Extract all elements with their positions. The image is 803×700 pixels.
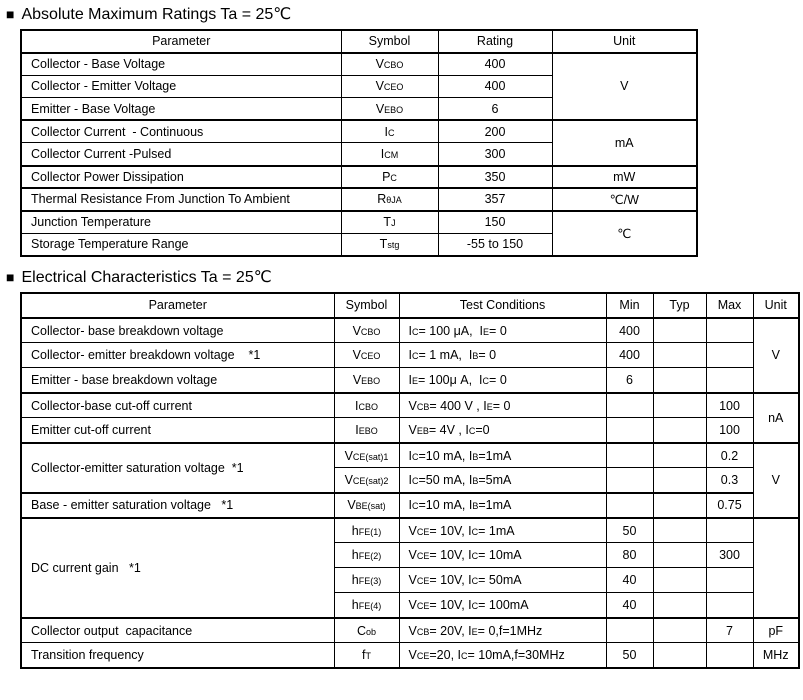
elec-min-cell — [606, 418, 653, 443]
base-text: = 0 — [489, 373, 507, 388]
abs-param-cell: Collector Current -Pulsed — [21, 143, 341, 166]
elec-max-cell: 100 — [706, 393, 753, 418]
abs-max-table — [20, 29, 698, 257]
elec-cond-cell — [399, 493, 606, 518]
subscript-text: EBO — [384, 104, 404, 115]
base-text: =50 mA, I — [418, 473, 473, 488]
elec-param-cell: DC current gain *1 — [21, 518, 334, 618]
base-text: =1mA — [478, 498, 512, 513]
base-text: P — [382, 169, 391, 184]
base-text: V — [375, 79, 384, 94]
abs-symbol-cell — [341, 188, 438, 211]
elec-typ-cell — [653, 618, 706, 643]
abs-max-header-row — [21, 30, 697, 53]
elec-cond-cell — [399, 618, 606, 643]
abs-rating-cell: 200 — [438, 120, 552, 143]
table-row — [21, 643, 799, 668]
abs-rating-cell: 350 — [438, 166, 552, 189]
base-text: = 10mA,f=30MHz — [467, 648, 565, 663]
elec-min-cell: 50 — [606, 643, 653, 668]
elec-cond-cell — [399, 518, 606, 543]
abs-unit-cell: mA — [552, 120, 697, 165]
elec-param-cell: Collector- base breakdown voltage — [21, 318, 334, 343]
table-row — [21, 166, 697, 189]
subscript-text: C — [482, 376, 490, 387]
elec-typ-cell — [653, 468, 706, 493]
base-text: = 100mA — [478, 598, 529, 613]
elec-cond-cell — [399, 468, 606, 493]
base-text: I — [408, 448, 412, 463]
elec-param-cell: Collector-base cut-off current — [21, 393, 334, 418]
elec-symbol-cell — [334, 643, 399, 668]
subscript-text: E — [483, 326, 490, 337]
elec-header-symbol: Symbol — [334, 293, 399, 318]
abs-max-table-body — [21, 53, 697, 256]
elec-param-cell: Transition frequency — [21, 643, 334, 668]
subscript-text: B — [472, 476, 479, 487]
elec-min-cell: 400 — [606, 343, 653, 368]
abs-header-unit: Unit — [552, 30, 697, 53]
square-bullet-icon: ■ — [6, 6, 15, 22]
subscript-text: FE(3) — [358, 576, 382, 587]
elec-min-cell — [606, 618, 653, 643]
elec-typ-cell — [653, 393, 706, 418]
elec-typ-cell — [653, 368, 706, 393]
abs-rating-cell: 400 — [438, 53, 552, 76]
base-text: I — [408, 373, 412, 388]
base-text: T — [379, 237, 388, 252]
abs-symbol-cell — [341, 143, 438, 166]
base-text: = 100 μA, I — [418, 323, 484, 338]
elec-min-cell — [606, 493, 653, 518]
abs-symbol-cell — [341, 233, 438, 256]
base-text: = 4V , I — [428, 423, 469, 438]
table-row — [21, 368, 799, 393]
base-text: I — [380, 147, 385, 162]
elec-cond-cell — [399, 368, 606, 393]
abs-max-section-title — [6, 5, 803, 24]
abs-max-title-text: Absolute Maximum Ratings Ta = 25℃ — [21, 6, 292, 23]
base-text: I — [408, 473, 412, 488]
elec-cond-cell — [399, 443, 606, 468]
elec-symbol-cell — [334, 443, 399, 468]
base-text: h — [351, 523, 359, 538]
elec-header-max: Max — [706, 293, 753, 318]
elec-symbol-cell — [334, 468, 399, 493]
elec-header-typ: Typ — [653, 293, 706, 318]
elec-section-title — [6, 268, 803, 287]
elec-typ-cell — [653, 418, 706, 443]
table-row — [21, 343, 799, 368]
subscript-text: C — [468, 426, 476, 437]
subscript-text: BE(sat) — [355, 501, 386, 512]
elec-max-cell — [706, 343, 753, 368]
base-text: I — [355, 423, 359, 438]
abs-symbol-cell — [341, 98, 438, 121]
elec-unit-cell: pF — [753, 618, 799, 643]
elec-typ-cell — [653, 493, 706, 518]
base-text: = 20V, I — [429, 623, 472, 638]
subscript-text: CE — [416, 651, 430, 662]
subscript-text: E — [471, 626, 478, 637]
elec-typ-cell — [653, 593, 706, 618]
elec-min-cell — [606, 443, 653, 468]
abs-param-cell: Collector Current - Continuous — [21, 120, 341, 143]
subscript-text: CE — [416, 576, 430, 587]
base-text: V — [352, 348, 361, 363]
subscript-text: CBO — [383, 60, 404, 71]
base-text: T — [383, 215, 392, 230]
elec-min-cell — [606, 468, 653, 493]
abs-rating-cell: 400 — [438, 75, 552, 98]
elec-title-text: Electrical Characteristics Ta = 25℃ — [21, 268, 272, 286]
elec-header-parameter: Parameter — [21, 293, 334, 318]
elec-unit-cell: MHz — [753, 643, 799, 668]
elec-min-cell: 40 — [606, 593, 653, 618]
elec-max-cell — [706, 593, 753, 618]
abs-header-rating: Rating — [438, 30, 552, 53]
elec-cond-cell — [399, 318, 606, 343]
subscript-text: EBO — [361, 376, 381, 387]
subscript-text: FE(1) — [358, 526, 382, 537]
base-text: =1mA — [478, 448, 512, 463]
base-text: V — [408, 548, 417, 563]
elec-max-cell: 0.75 — [706, 493, 753, 518]
elec-unit-cell: V — [753, 443, 799, 518]
subscript-text: CBO — [360, 326, 381, 337]
table-row — [21, 393, 799, 418]
subscript-text: CE — [416, 601, 430, 612]
base-text: V — [408, 573, 417, 588]
elec-min-cell: 6 — [606, 368, 653, 393]
subscript-text: C — [411, 326, 419, 337]
elec-cond-cell — [399, 418, 606, 443]
elec-cond-cell — [399, 643, 606, 668]
table-row — [21, 518, 799, 543]
base-text: h — [351, 548, 359, 563]
base-text: V — [408, 648, 417, 663]
elec-symbol-cell — [334, 418, 399, 443]
elec-param-cell: Emitter - base breakdown voltage — [21, 368, 334, 393]
subscript-text: FE(2) — [358, 551, 382, 562]
base-text: =0 — [475, 423, 490, 438]
subscript-text: CE — [416, 526, 430, 537]
elec-char-table — [20, 292, 800, 669]
elec-header-test-conditions: Test Conditions — [399, 293, 606, 318]
subscript-text: E — [486, 401, 493, 412]
elec-symbol-cell — [334, 543, 399, 568]
elec-symbol-cell — [334, 518, 399, 543]
elec-cond-cell — [399, 568, 606, 593]
base-text: = 10V, I — [429, 598, 472, 613]
elec-unit-cell: V — [753, 318, 799, 393]
base-text: = 10V, I — [429, 523, 472, 538]
base-text: = 400 V , I — [429, 398, 487, 413]
subscript-text: B — [472, 351, 479, 362]
elec-typ-cell — [653, 568, 706, 593]
base-text: = 10V, I — [429, 548, 472, 563]
subscript-text: CEO — [383, 82, 404, 93]
elec-max-cell — [706, 568, 753, 593]
subscript-text: C — [411, 351, 419, 362]
table-row — [21, 618, 799, 643]
elec-symbol-cell — [334, 393, 399, 418]
subscript-text: ob — [366, 626, 377, 637]
elec-max-cell — [706, 643, 753, 668]
table-row — [21, 318, 799, 343]
elec-typ-cell — [653, 443, 706, 468]
base-text: f — [362, 648, 366, 663]
elec-param-cell: Collector- emitter breakdown voltage *1 — [21, 343, 334, 368]
base-text: V — [344, 473, 353, 488]
elec-char-table-body — [21, 318, 799, 668]
base-text: V — [352, 323, 361, 338]
base-text: V — [408, 398, 417, 413]
elec-symbol-cell — [334, 593, 399, 618]
abs-symbol-cell — [341, 166, 438, 189]
elec-param-cell: Collector output capacitance — [21, 618, 334, 643]
subscript-text: CBO — [358, 401, 378, 412]
base-text: V — [344, 448, 353, 463]
base-text: = 0,f=1MHz — [477, 623, 543, 638]
abs-param-cell: Collector - Emitter Voltage — [21, 75, 341, 98]
abs-header-parameter: Parameter — [21, 30, 341, 53]
subscript-text: CE(sat)2 — [352, 476, 389, 487]
square-bullet-icon: ■ — [6, 268, 15, 285]
subscript-text: EBO — [358, 426, 378, 437]
elec-header-min: Min — [606, 293, 653, 318]
base-text: h — [351, 573, 359, 588]
subscript-text: CEO — [360, 351, 381, 362]
subscript-text: C — [387, 127, 395, 138]
abs-param-cell: Storage Temperature Range — [21, 233, 341, 256]
abs-symbol-cell — [341, 120, 438, 143]
abs-unit-cell: ℃/W — [552, 188, 697, 211]
abs-unit-cell: V — [552, 53, 697, 121]
base-text: = 10V, I — [429, 573, 472, 588]
abs-param-cell: Collector - Base Voltage — [21, 53, 341, 76]
elec-max-cell: 0.3 — [706, 468, 753, 493]
elec-max-cell: 300 — [706, 543, 753, 568]
elec-cond-cell — [399, 543, 606, 568]
base-text: V — [375, 101, 385, 116]
elec-symbol-cell — [334, 368, 399, 393]
base-text: = 0 — [492, 398, 511, 413]
elec-symbol-cell — [334, 318, 399, 343]
subscript-text: E — [411, 376, 418, 387]
subscript-text: θJA — [386, 195, 402, 206]
base-text: V — [352, 373, 362, 388]
base-text: = 1mA — [478, 523, 515, 538]
elec-min-cell — [606, 393, 653, 418]
base-text: C — [356, 623, 366, 638]
base-text: I — [384, 124, 388, 139]
elec-symbol-cell — [334, 493, 399, 518]
subscript-text: stg — [387, 240, 400, 251]
subscript-text: B — [472, 451, 479, 462]
subscript-text: CE — [416, 551, 430, 562]
elec-max-cell — [706, 318, 753, 343]
elec-min-cell: 40 — [606, 568, 653, 593]
subscript-text: B — [472, 501, 479, 512]
elec-max-cell: 7 — [706, 618, 753, 643]
base-text: V — [347, 498, 356, 513]
abs-header-symbol: Symbol — [341, 30, 438, 53]
elec-unit-cell: nA — [753, 393, 799, 443]
elec-param-cell: Base - emitter saturation voltage *1 — [21, 493, 334, 518]
subscript-text: C — [471, 526, 479, 537]
subscript-text: C — [411, 476, 419, 487]
elec-header-row — [21, 293, 799, 318]
abs-unit-cell: mW — [552, 166, 697, 189]
elec-param-cell: Collector-emitter saturation voltage *1 — [21, 443, 334, 493]
subscript-text: CB — [416, 401, 430, 412]
base-text: = 0 — [489, 323, 507, 338]
abs-param-cell: Junction Temperature — [21, 211, 341, 234]
subscript-text: CE(sat)1 — [352, 451, 389, 462]
abs-rating-cell: 150 — [438, 211, 552, 234]
base-text: V — [375, 57, 384, 72]
elec-min-cell: 80 — [606, 543, 653, 568]
elec-typ-cell — [653, 518, 706, 543]
elec-min-cell: 400 — [606, 318, 653, 343]
table-row — [21, 120, 697, 143]
subscript-text: CB — [416, 626, 430, 637]
base-text: h — [351, 598, 359, 613]
subscript-text: J — [391, 218, 396, 229]
subscript-text: C — [411, 501, 419, 512]
elec-typ-cell — [653, 318, 706, 343]
abs-param-cell: Collector Power Dissipation — [21, 166, 341, 189]
abs-symbol-cell — [341, 75, 438, 98]
elec-cond-cell — [399, 593, 606, 618]
subscript-text: C — [471, 576, 479, 587]
elec-max-cell: 0.2 — [706, 443, 753, 468]
subscript-text: C — [460, 651, 468, 662]
subscript-text: CM — [384, 150, 399, 161]
table-row — [21, 188, 697, 211]
elec-symbol-cell — [334, 568, 399, 593]
abs-symbol-cell — [341, 211, 438, 234]
base-text: =10 mA, I — [418, 498, 473, 513]
subscript-text: C — [471, 551, 479, 562]
elec-unit-cell — [753, 518, 799, 618]
abs-rating-cell: 357 — [438, 188, 552, 211]
abs-rating-cell: 300 — [438, 143, 552, 166]
table-row — [21, 493, 799, 518]
base-text: = 100μ A, I — [418, 373, 483, 388]
subscript-text: T — [365, 651, 371, 662]
elec-max-cell: 100 — [706, 418, 753, 443]
elec-cond-cell — [399, 343, 606, 368]
abs-unit-cell: ℃ — [552, 211, 697, 256]
abs-param-cell: Emitter - Base Voltage — [21, 98, 341, 121]
base-text: I — [408, 348, 412, 363]
abs-rating-cell: 6 — [438, 98, 552, 121]
subscript-text: C — [471, 601, 479, 612]
base-text: = 10mA — [478, 548, 522, 563]
elec-cond-cell — [399, 393, 606, 418]
base-text: =10 mA, I — [418, 448, 473, 463]
subscript-text: FE(4) — [358, 601, 382, 612]
base-text: V — [408, 623, 417, 638]
abs-symbol-cell — [341, 53, 438, 76]
subscript-text: C — [411, 451, 419, 462]
base-text: V — [408, 523, 417, 538]
base-text: I — [355, 398, 359, 413]
elec-max-cell — [706, 368, 753, 393]
table-row — [21, 53, 697, 76]
elec-max-cell — [706, 518, 753, 543]
elec-symbol-cell — [334, 343, 399, 368]
table-row — [21, 443, 799, 468]
abs-param-cell: Thermal Resistance From Junction To Ambient — [21, 188, 341, 211]
elec-typ-cell — [653, 343, 706, 368]
base-text: I — [408, 323, 412, 338]
base-text: = 50mA — [478, 573, 522, 588]
elec-param-cell: Emitter cut-off current — [21, 418, 334, 443]
elec-typ-cell — [653, 643, 706, 668]
subscript-text: EB — [416, 426, 429, 437]
base-text: = 1 mA, I — [418, 348, 473, 363]
table-row — [21, 211, 697, 234]
base-text: = 0 — [478, 348, 497, 363]
elec-typ-cell — [653, 543, 706, 568]
base-text: =5mA — [478, 473, 512, 488]
base-text: I — [408, 498, 412, 513]
base-text: V — [408, 598, 417, 613]
elec-symbol-cell — [334, 618, 399, 643]
elec-header-unit: Unit — [753, 293, 799, 318]
base-text: R — [377, 192, 387, 207]
abs-rating-cell: -55 to 150 — [438, 233, 552, 256]
base-text: =20, I — [429, 648, 461, 663]
table-row — [21, 418, 799, 443]
base-text: V — [408, 423, 417, 438]
subscript-text: C — [390, 172, 397, 183]
elec-min-cell: 50 — [606, 518, 653, 543]
